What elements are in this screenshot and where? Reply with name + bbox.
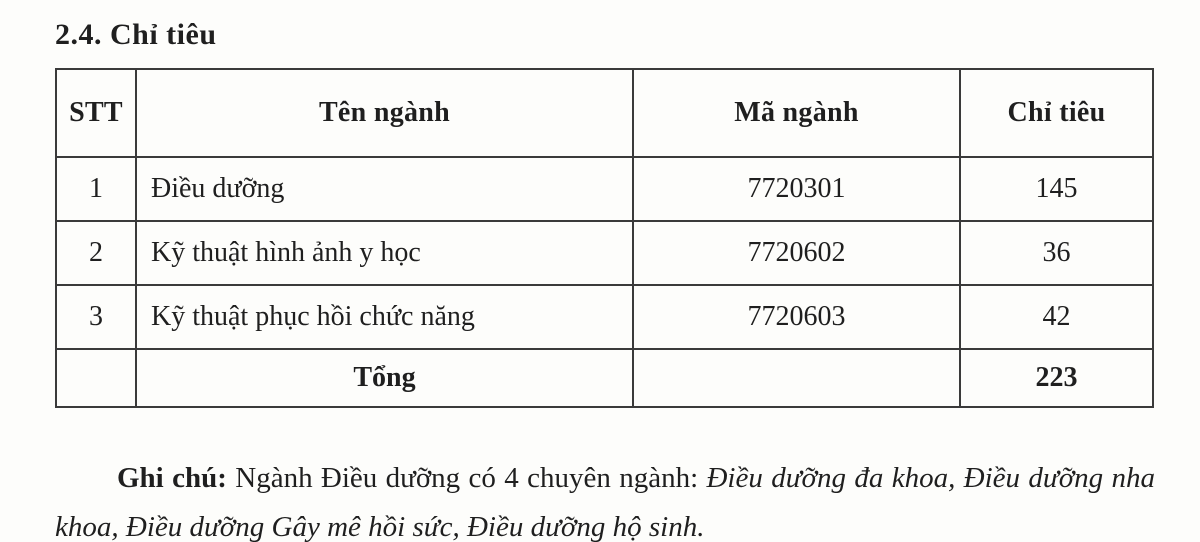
cell-stt: 3 — [56, 285, 136, 349]
cell-ma-nganh: 7720602 — [633, 221, 960, 285]
cell-chi-tieu: 145 — [960, 157, 1153, 221]
table-row — [56, 221, 1153, 285]
cell-total-label: Tổng — [136, 349, 633, 407]
cell-chi-tieu: 42 — [960, 285, 1153, 349]
cell-chi-tieu: 36 — [960, 221, 1153, 285]
cell-stt: 2 — [56, 221, 136, 285]
column-header-chi-tieu: Chỉ tiêu — [960, 69, 1153, 157]
cell-ten-nganh: Kỹ thuật hình ảnh y học — [136, 221, 633, 285]
section-heading: 2.4. Chỉ tiêu — [55, 18, 217, 51]
cell-ma-nganh: 7720603 — [633, 285, 960, 349]
note-paragraph — [55, 454, 1155, 542]
table-total-row — [56, 349, 1153, 407]
cell-total-chi-tieu: 223 — [960, 349, 1153, 407]
table-row — [56, 157, 1153, 221]
column-header-ma-nganh: Mã ngành — [633, 69, 960, 157]
note-intro: Ngành Điều dưỡng có 4 chuyên ngành: — [235, 462, 699, 494]
cell-ma-nganh: 7720301 — [633, 157, 960, 221]
column-header-stt: STT — [56, 69, 136, 157]
column-header-ten-nganh: Tên ngành — [136, 69, 633, 157]
cell-total-code-empty — [633, 349, 960, 407]
note-label: Ghi chú: — [117, 462, 227, 494]
quota-table — [55, 68, 1154, 408]
note-specialties: Điều dưỡng đa khoa, Điều dưỡng nha khoa, Điều dưỡng Gây mê hồi sức, Điều dưỡng hộ sinh. — [55, 462, 1156, 542]
cell-stt: 1 — [56, 157, 136, 221]
table-row — [56, 285, 1153, 349]
table-header-row — [56, 69, 1153, 157]
cell-total-stt-empty — [56, 349, 136, 407]
cell-ten-nganh: Kỹ thuật phục hồi chức năng — [136, 285, 633, 349]
cell-ten-nganh: Điều dưỡng — [136, 157, 633, 221]
